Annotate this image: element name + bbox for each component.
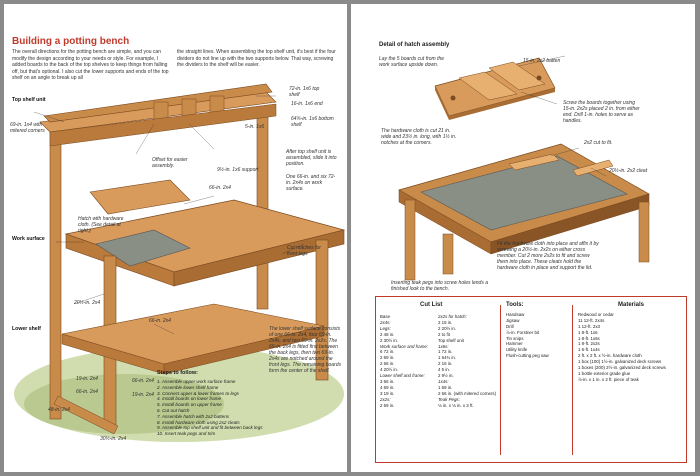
cut-list-item: 2 66 in. (380, 361, 395, 367)
cut-list-item: Base (380, 314, 391, 319)
detail-lay-note: Lay the 5 boards cut from the work surface upside down. (379, 56, 445, 68)
materials-col (578, 303, 684, 383)
cut-list-item: 2 69 in. (380, 355, 395, 361)
cut-list-item: 2 66 in. (with mitered corners) (438, 390, 497, 396)
label-divider-5: 5-in. 1x6 (245, 124, 265, 130)
material-item: 1 8-ft. 2x2s (578, 341, 600, 347)
label-hatch: Hatch with hardware cloth. (See detail at right.) (78, 216, 124, 234)
label-top-shelf-unit: Top shelf unit (12, 97, 46, 103)
cut-list-item: 2x2s for hatch: (438, 314, 467, 319)
cut-list-item: 3 19 in. (380, 390, 395, 396)
step-item: 4. Install boards on lower frame (157, 396, 222, 402)
right-page (351, 4, 695, 472)
tool-item: Utility knife (506, 347, 528, 353)
cut-list-item: 2 30½ in. (380, 337, 399, 343)
material-item: 1 8-ft. 1x6s (578, 335, 600, 341)
cut-list-item: 2 9½ in. (438, 373, 454, 379)
page-title: Building a potting bench (12, 36, 130, 47)
step-item: 7. Assemble hatch with 2x2 battens (157, 413, 230, 419)
detail-cleat-20: 20½-in. 2x2 cleat (609, 168, 648, 174)
cut-list-item: 1 69 in. (438, 384, 453, 390)
label-back-66: 66-in. 2x4 (132, 378, 154, 384)
cut-list-item: 2 to fit (438, 331, 450, 337)
label-offset: Offset for easier assembly. (152, 157, 188, 169)
detail-title: Detail of hatch assembly (379, 42, 450, 48)
materials-title: Materials (617, 302, 644, 308)
label-mitered-corners: 69-in. 1x4 with mitered corners (10, 122, 45, 134)
label-leg-30: 30½-in. 2x4 (100, 436, 127, 442)
cut-list-item: 3 66 in. (380, 378, 395, 384)
label-side-48: 48-in. 2x4 (48, 407, 70, 413)
cut-list-item: 2 16 in. (438, 361, 453, 367)
intro-col-2: the straight lines. When assembling the top shelf unit, it's best if the four dividers do not line up with the two supports below. That way, screwing the dividers to the shelf will be easier. (177, 49, 336, 69)
label-work-surface: Work surface (12, 236, 45, 242)
material-item: 1 boxes (200) 2½-in. galvanized deck screws (578, 365, 666, 371)
tool-item: Handsaw (506, 311, 525, 317)
step-item: 6. Cut out hatch (157, 407, 190, 413)
steps-list (157, 379, 267, 437)
cut-list-box (375, 296, 687, 463)
cut-list-col-2 (438, 314, 498, 409)
cut-list-item: 2 48 in. (380, 331, 395, 337)
step-item: 9. Assemble top shelf unit and fit between back legs (157, 425, 263, 431)
intro-col-1: The overall directions for the potting bench are simple, and you can modify the design according to your needs or style. For example, I added boards to the back of the top shelves to keep things from falling off, but that's optional. I also cut the lower supports and ends of the top shelf on an angle to break up all (12, 49, 169, 82)
step-item: 3. Connect upper & lower frames to legs (157, 390, 239, 396)
cut-list-title: Cut List (420, 302, 443, 308)
label-after-top: After top shelf unit is assembled, slide it into position. (286, 149, 337, 167)
step-item: 10. Insert teak pegs and trim (157, 431, 216, 437)
detail-pegs-note: Inserting teak pegs into screw holes lends a finished look to the bench. (391, 280, 488, 292)
label-bottom-shelf: 64¾-in. 1x6 bottom shelf (291, 116, 334, 128)
cut-list-item: 2x4s: (380, 319, 391, 325)
label-lower-66: 66-in. 2x4 (149, 318, 171, 324)
label-side-19: 19-in. 2x4 (76, 376, 98, 382)
material-item: 11 12-ft. 2x4s (578, 317, 605, 323)
cut-list-item: 1 72 in. (438, 349, 453, 355)
cut-list-item: Top shelf unit (438, 337, 464, 343)
tool-item: Jigsaw (506, 317, 520, 323)
tool-item: ⅞-in. Forstner bit (506, 329, 540, 335)
detail-cleat-cut: 2x2 cut to fit. (584, 140, 613, 146)
cut-list-item: 2x2s: (380, 396, 391, 402)
label-support-9: 9½-in. 1x6 support (217, 167, 259, 173)
tools-divider (572, 305, 573, 455)
label-leg-20: 20½-in. 2x4 (74, 300, 101, 306)
cut-list-item: 1 64¾ in. (438, 355, 457, 361)
label-lower-desc: The lower shelf surface consists of one 66-in. 2x4, four 69-in. 2x4s, and two 69-in. 2x2s. The 66-in. 2x4 is fitted first between the back legs, then two 69-in. 2x4s are notched around the front legs. The remaining boards form the center of the shelf. (269, 326, 341, 374)
cut-list-item: 2 15 in. (438, 319, 453, 325)
detail-batten: 15-in. 2x2 batten (523, 58, 561, 64)
cut-list-divider (500, 305, 501, 455)
label-one-66: One 66-in. and six 72-in. 2x4s on work surface. (286, 174, 336, 192)
detail-screw-note: Screw the boards together using 15-in. 2x2s placed 2 in. from either end. Drill 1-in. holes to serve as handles. (563, 100, 640, 124)
step-item: 2. Assemble lower shelf frame (157, 384, 219, 390)
material-item: 1 box (100) 1½-in. galvanized deck screws (578, 359, 662, 365)
label-end-16: 16-in. 1x6 end (291, 101, 323, 107)
material-item: ⅞-in. x 1 in. x 2 ft. piece of teak (578, 376, 639, 382)
cut-list-item: 2 20½ in. (438, 325, 457, 331)
cut-list-item: Legs: (380, 325, 391, 331)
cut-list-item: 1x6s: (438, 343, 449, 349)
left-page (4, 4, 347, 472)
material-item: 2 ft. x 2 ft. x ½-in. hardware cloth (578, 353, 642, 359)
steps-title: Steps to follow: (157, 370, 198, 376)
cut-list-item: 6 72 in. (380, 349, 395, 355)
cut-list-item: Lower shelf and frame: (380, 373, 425, 379)
step-item: 1. Assemble upper work surface frame (157, 379, 236, 384)
tools-title: Tools: (506, 302, 524, 308)
material-item: 1 bottle exterior grade glue (578, 370, 631, 376)
cut-list-item: 4 5 in. (438, 367, 450, 373)
label-cut-notches: Cut notches for front legs (287, 245, 321, 257)
step-item: 5. Install boards on upper frame (157, 402, 222, 408)
label-side-66: 66-in. 2x4 (76, 389, 98, 395)
label-end-66: 66-in. 2x4 (209, 185, 231, 191)
cut-list-item: ⅛ in. x ⅛ in. x 3 ft. (438, 402, 474, 408)
cut-list-col-1 (380, 314, 438, 409)
label-back-19: 19-in. 2x4 (132, 392, 154, 398)
cut-list-item: Teak Pegs: (438, 396, 460, 402)
material-item: 1 6-ft. 1x4s (578, 347, 600, 353)
tool-item: Hammer (506, 341, 523, 347)
tool-item: Drill (506, 323, 514, 329)
cut-list-item: 2 69 in. (380, 402, 395, 408)
label-top-shelf-72: 72-in. 1x6 top shelf (289, 86, 320, 98)
detail-hardware-note: The hardware cloth is cut 21 in. wide and 23½ in. long, with 1½ in. notches at the corners. (381, 128, 457, 146)
cut-list-item: 1x4s: (438, 378, 449, 384)
cut-list-item: 4 69 in. (380, 384, 395, 390)
tool-item: Tin snips (506, 335, 524, 341)
detail-fit-note: Fit the hardware cloth into place and affix it by screwing a 20½-in. 2x2s on either cross member. Cut 2 more 2x2s to fit and screw them into place. These cleats hold the hardware cloth in place and support the lid. (497, 241, 599, 271)
cut-list-item: Work surface and frame: (380, 343, 429, 349)
material-item: Redwood or cedar (578, 311, 614, 317)
label-lower-shelf: Lower shelf (12, 326, 41, 332)
cut-list-item: 4 20½ in. (380, 367, 399, 373)
material-item: 1 8-ft. 1x6 (578, 329, 598, 335)
tool-item: Flush-cutting peg saw (506, 353, 549, 359)
step-item: 8. Install hardware cloth using 2x2 cleats (157, 419, 240, 425)
tools-col (506, 303, 568, 359)
material-item: 1 12-ft. 2x3 (578, 323, 600, 329)
